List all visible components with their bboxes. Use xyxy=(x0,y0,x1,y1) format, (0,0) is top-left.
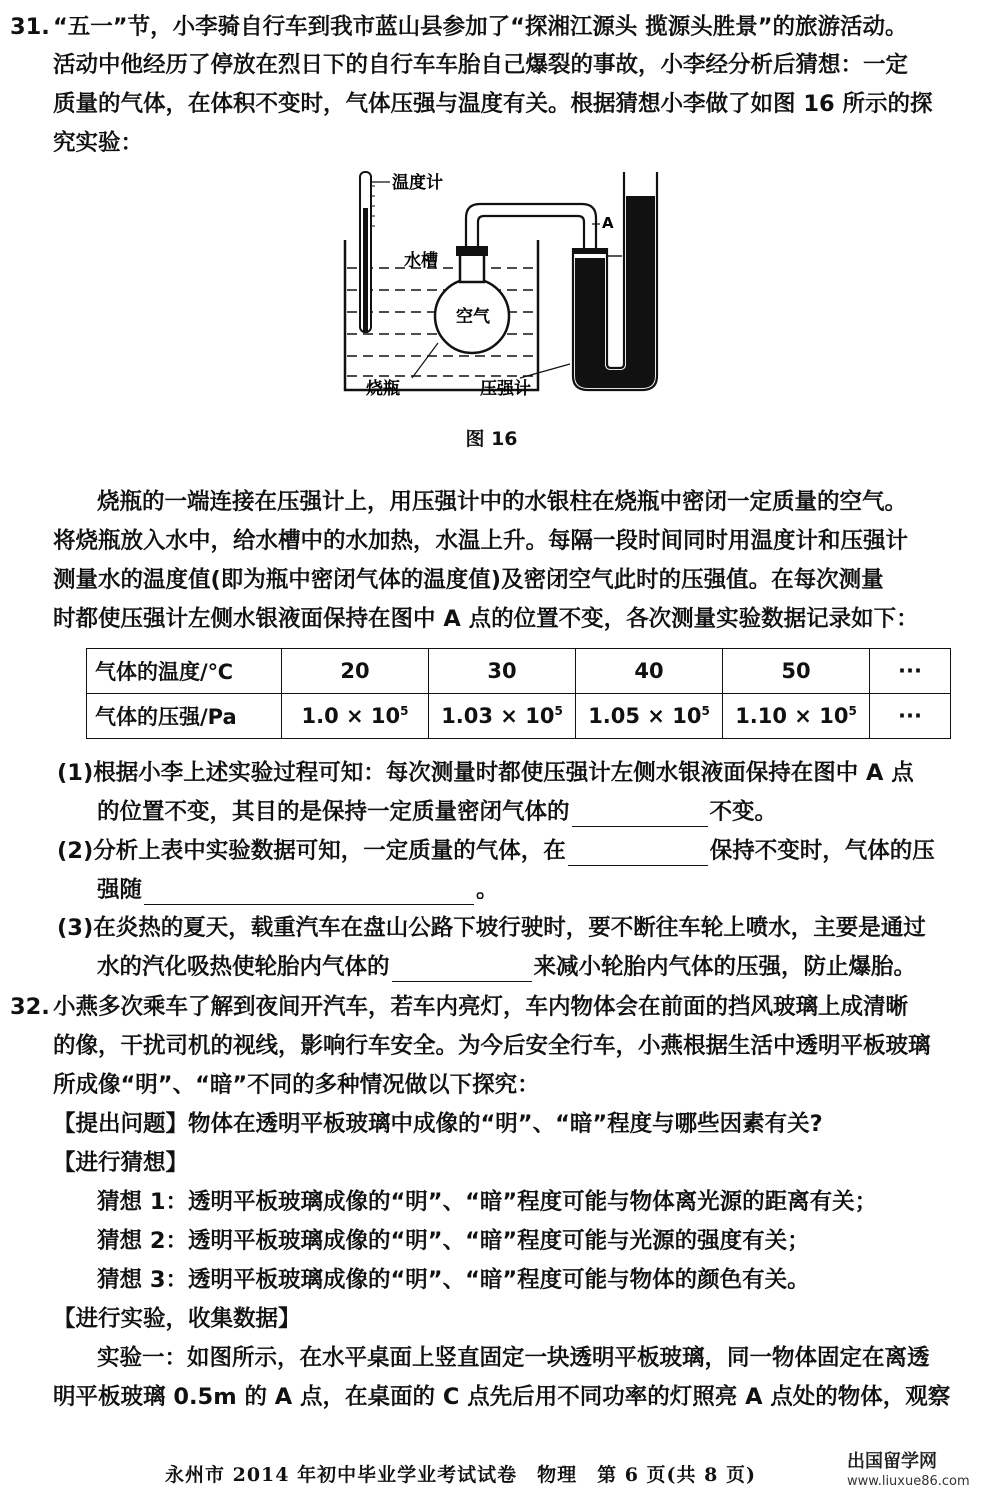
q32-line-2: 的像，干扰司机的视线，影响行车安全。为今后安全行车，小燕根据生活中透明平板玻璃 xyxy=(53,1033,931,1059)
question-31-number: 31. xyxy=(10,14,50,40)
thermometer xyxy=(360,172,390,333)
pressure-exponent: 5 xyxy=(701,704,710,718)
table-cell: 20 xyxy=(282,649,429,694)
air-label: 空气 xyxy=(456,307,490,327)
answer-blank-4[interactable] xyxy=(392,957,532,982)
q31-sub2-line-2 xyxy=(97,875,499,905)
q32-experiment-heading: 【进行实验，收集数据】 xyxy=(53,1306,301,1332)
figure-16-apparatus xyxy=(320,168,660,408)
q31-sub3-line-1: (3)在炎热的夏天，载重汽车在盘山公路下坡行驶时，要不断往车轮上喷水，主要是通过 xyxy=(57,915,926,941)
q31-para-line-3: 测量水的温度值(即为瓶中密闭气体的温度值)及密闭空气此时的压强值。在每次测量 xyxy=(53,567,884,593)
table-cell: ··· xyxy=(870,694,951,739)
table-cell: ··· xyxy=(870,649,951,694)
q31-line-2: 活动中他经历了停放在烈日下的自行车车胎自己爆裂的事故，小李经分析后猜想：一定 xyxy=(53,52,909,78)
page-footer: 永州市 2014 年初中毕业学业考试试卷 物理 第 6 页(共 8 页) xyxy=(165,1464,756,1486)
sub2-text-post: 保持不变时，气体的压 xyxy=(709,838,935,864)
table-header-pressure: 气体的压强/Pa xyxy=(87,694,282,739)
table-cell: 40 xyxy=(576,649,723,694)
water-tank-label: 水槽 xyxy=(404,251,438,271)
pressure-exponent: 5 xyxy=(848,704,857,718)
sub1-text-pre: 的位置不变，其目的是保持一定质量密闭气体的 xyxy=(97,799,570,825)
manometer-label: 压强计 xyxy=(480,379,531,399)
q31-sub1-line-1: (1)根据小李上述实验过程可知：每次测量时都使压强计左侧水银液面保持在图中 A 点 xyxy=(57,760,914,786)
answer-blank-1[interactable] xyxy=(572,802,708,827)
table-cell xyxy=(282,694,429,739)
q32-guess-1: 猜想 1：透明平板玻璃成像的“明”、“暗”程度可能与物体离光源的距离有关； xyxy=(97,1189,878,1215)
sub3-text-pre: 水的汽化吸热使轮胎内气体的 xyxy=(97,954,390,980)
table-cell xyxy=(429,694,576,739)
pressure-exponent: 5 xyxy=(554,704,563,718)
table-cell: 50 xyxy=(723,649,870,694)
answer-blank-2[interactable] xyxy=(568,841,708,866)
q31-sub2-line-1 xyxy=(57,836,935,866)
point-a-label: A xyxy=(602,214,614,232)
q31-line-1: “五一”节，小李骑自行车到我市蓝山县参加了“探湘江源头 揽源头胜景”的旅游活动。 xyxy=(53,14,908,40)
sub1-text-post: 不变。 xyxy=(709,799,778,825)
q31-para-line-4: 时都使压强计左侧水银液面保持在图中 A 点的位置不变，各次测量实验数据记录如下： xyxy=(53,606,919,632)
table-row xyxy=(87,649,951,694)
q32-guess-3: 猜想 3：透明平板玻璃成像的“明”、“暗”程度可能与物体的颜色有关。 xyxy=(97,1267,810,1293)
sub3-text-post: 来减小轮胎内气体的压强，防止爆胎。 xyxy=(533,954,917,980)
data-table xyxy=(86,648,951,739)
q32-experiment-line-1: 实验一：如图所示，在水平桌面上竖直固定一块透明平板玻璃，同一物体固定在离透 xyxy=(97,1345,930,1371)
pressure-mantissa: 1.05 × 10 xyxy=(588,704,702,728)
q32-ask: 【提出问题】物体在透明平板玻璃中成像的“明”、“暗”程度与哪些因素有关? xyxy=(53,1111,823,1137)
pressure-mantissa: 1.03 × 10 xyxy=(441,704,555,728)
q32-guess-2: 猜想 2：透明平板玻璃成像的“明”、“暗”程度可能与光源的强度有关； xyxy=(97,1228,810,1254)
q32-guess-heading: 【进行猜想】 xyxy=(53,1150,189,1176)
q31-sub1-line-2 xyxy=(97,797,777,827)
q31-para-line-1: 烧瓶的一端连接在压强计上，用压强计中的水银柱在烧瓶中密闭一定质量的空气。 xyxy=(97,489,908,515)
connecting-tube xyxy=(466,204,596,248)
q31-sub3-line-2 xyxy=(97,952,916,982)
q31-line-4: 究实验： xyxy=(53,130,144,156)
q31-para-line-2: 将烧瓶放入水中，给水槽中的水加热，水温上升。每隔一段时间同时用温度计和压强计 xyxy=(53,528,909,554)
watermark-url: www.liuxue86.com xyxy=(847,1474,970,1489)
sub2-text-pre: (2)分析上表中实验数据可知，一定质量的气体，在 xyxy=(57,838,566,864)
flask-label: 烧瓶 xyxy=(366,379,400,399)
q32-line-3: 所成像“明”、“暗”不同的多种情况做以下探究： xyxy=(53,1072,540,1098)
watermark-logo: 出国留学网 xyxy=(847,1451,937,1472)
answer-blank-3[interactable] xyxy=(144,880,474,905)
sub2-text-post-2: 。 xyxy=(476,877,499,903)
flask xyxy=(435,246,509,353)
table-row xyxy=(87,694,951,739)
sub2-text-pre-2: 强随 xyxy=(97,877,143,903)
pressure-mantissa: 1.0 × 10 xyxy=(301,704,401,728)
pressure-exponent: 5 xyxy=(400,704,409,718)
q32-line-1: 小燕多次乘车了解到夜间开汽车，若车内亮灯，车内物体会在前面的挡风玻璃上成清晰 xyxy=(53,994,909,1020)
table-cell xyxy=(723,694,870,739)
thermometer-label: 温度计 xyxy=(392,173,443,193)
pressure-mantissa: 1.10 × 10 xyxy=(735,704,849,728)
q32-experiment-line-2: 明平板玻璃 0.5m 的 A 点，在桌面的 C 点先后用不同功率的灯照亮 A 点处的物体，观察 xyxy=(53,1384,951,1410)
q31-line-3: 质量的气体，在体积不变时，气体压强与温度有关。根据猜想小李做了如图 16 所示的探 xyxy=(53,91,933,117)
table-header-temperature: 气体的温度/℃ xyxy=(87,649,282,694)
table-cell: 30 xyxy=(429,649,576,694)
question-32-number: 32. xyxy=(10,994,50,1020)
table-cell xyxy=(576,694,723,739)
figure-caption: 图 16 xyxy=(465,428,518,450)
